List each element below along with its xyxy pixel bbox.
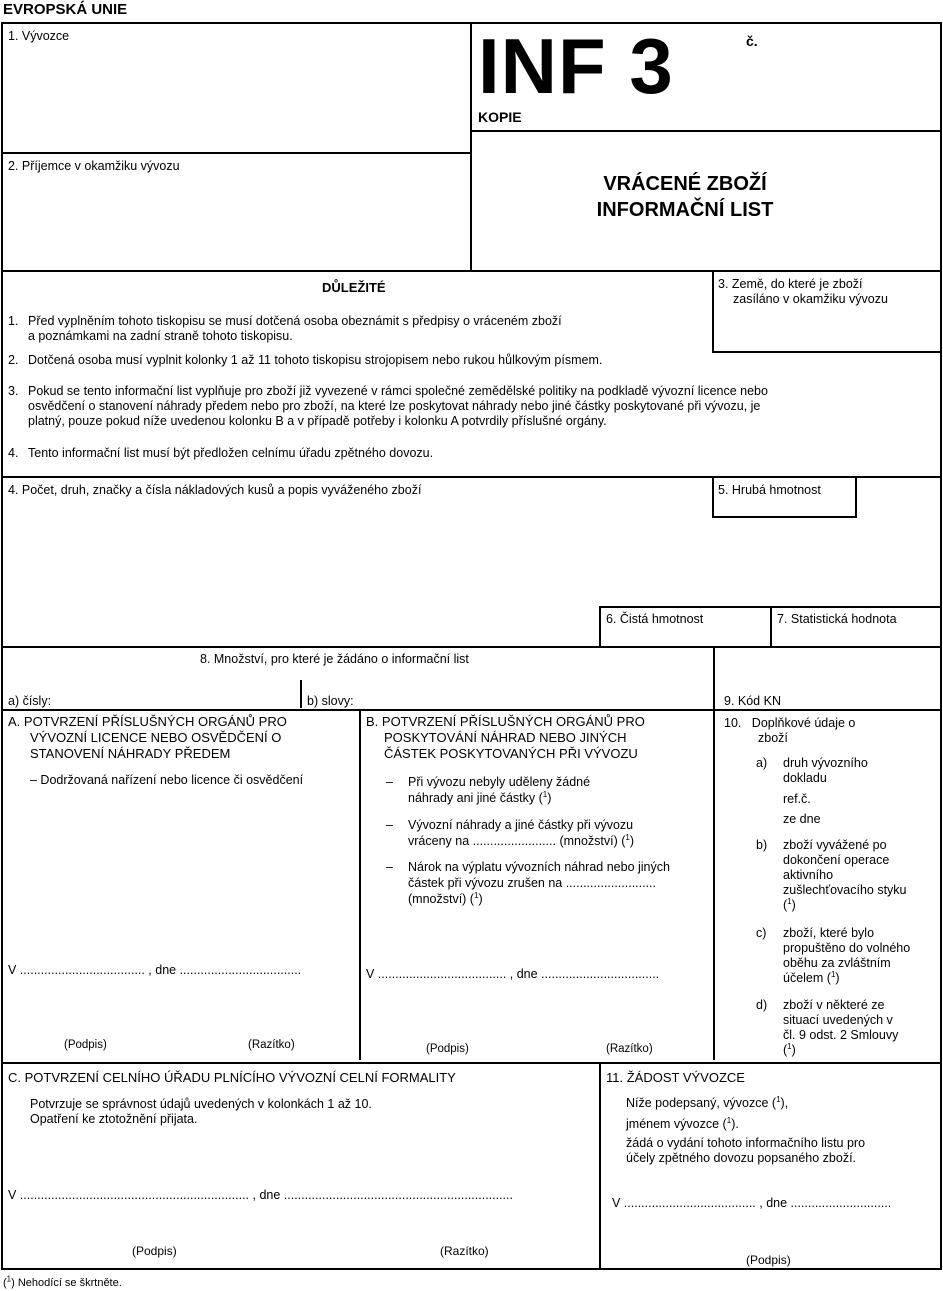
divider bbox=[1, 152, 471, 154]
section-10-a-line-1: druh vývozního bbox=[783, 756, 868, 770]
exporter-field[interactable] bbox=[4, 48, 466, 148]
section-10-a-line-2: dokladu bbox=[783, 771, 827, 785]
section-a-signature: (Podpis) bbox=[64, 1039, 107, 1051]
dash: – bbox=[386, 818, 393, 832]
section-c-line-1: Potvrzuje se správnost údajů uvedených v kolonkách 1 až 10. bbox=[30, 1097, 372, 1111]
section-10-d-label: d) bbox=[756, 998, 768, 1012]
number-label: č. bbox=[746, 33, 758, 49]
form-code: INF 3 bbox=[478, 22, 674, 110]
on-behalf-field[interactable] bbox=[760, 1113, 934, 1131]
section-b-place-date[interactable]: V ..................................... , dne .................................. bbox=[366, 967, 660, 981]
important-item-2: Dotčená osoba musí vyplnit kolonky 1 až 11 tohoto tiskopisu strojopisem nebo rukou hůlkovým písmem. bbox=[28, 353, 603, 367]
section-10-c-line-3: oběhu za zvláštním bbox=[783, 956, 891, 970]
cn-code-field[interactable] bbox=[800, 690, 938, 708]
section-11-line-3: žádá o vydání tohoto informačního listu pro bbox=[626, 1136, 866, 1150]
field-1-label: 1. Vývozce bbox=[8, 29, 70, 43]
section-10-b-line-2: dokončení operace bbox=[783, 853, 890, 867]
section-10-b-line-3: aktivního bbox=[783, 868, 834, 882]
section-b-item-3-line-2: částek při vývozu zrušen na .......................... bbox=[408, 876, 657, 890]
important-item-1-number: 1. bbox=[8, 314, 19, 328]
section-a-heading-2: VÝVOZNÍ LICENCE NEBO OSVĚDČENÍ O bbox=[30, 730, 282, 745]
dash: – bbox=[386, 775, 393, 789]
field-7-label: 7. Statistická hodnota bbox=[777, 612, 897, 626]
important-item-3-line-2: osvědčení o stanovení náhrady předem nebo pro zboží, na které lze poskytovat náhrady nebo jiné částky poskytované při vývozu, je bbox=[28, 399, 761, 413]
divider bbox=[599, 1062, 601, 1270]
section-a-heading-3: STANOVENÍ NÁHRADY PŘEDEM bbox=[30, 746, 231, 761]
section-10-d-line-3: čl. 9 odst. 2 Smlouvy bbox=[783, 1028, 899, 1042]
quantity-figures-field[interactable] bbox=[64, 690, 296, 708]
section-10-d-footnote: ($^1$) bbox=[783, 1041, 796, 1057]
important-heading: DŮLEŽITÉ bbox=[322, 280, 386, 295]
section-10-c-line-4: účelem ($^1$) bbox=[783, 969, 840, 985]
section-10-heading-2: zboží bbox=[758, 731, 788, 745]
title-line-2: INFORMAČNÍ LIST bbox=[596, 199, 774, 221]
divider bbox=[359, 709, 361, 1060]
section-10-c-line-2: propuštěno do volného bbox=[783, 941, 911, 955]
section-c-place-date[interactable]: V .................................................................. , dne .................................................................. bbox=[8, 1188, 513, 1202]
section-11-place-date[interactable]: V ...................................... , dne ............................. bbox=[612, 1196, 892, 1210]
section-b-item-3-line-3: (množství) ($^1$) bbox=[408, 890, 483, 906]
section-b-signature: (Podpis) bbox=[426, 1043, 469, 1055]
section-10-a-ref: ref.č. bbox=[783, 792, 811, 806]
section-10-d-line-1: zboží v některé ze bbox=[783, 998, 885, 1012]
divider bbox=[1, 709, 942, 711]
divider bbox=[1, 646, 942, 648]
section-b-heading-3: ČÁSTEK POSKYTOVANÝCH PŘI VÝVOZU bbox=[384, 746, 638, 761]
section-11-line-2: jménem vývozce ($^1$). bbox=[626, 1115, 739, 1131]
field-2-label: 2. Příjemce v okamžiku vývozu bbox=[8, 159, 180, 173]
important-item-3-line-3: platný, pouze pokud níže uvedenou kolonku B a v případě potřeby i kolonku A potvrdily příslušné orgány. bbox=[28, 414, 607, 428]
divider bbox=[300, 680, 302, 708]
field-3-label-1: 3. Země, do které je zboží bbox=[718, 277, 863, 291]
section-10-b-line-4: zušlechťovacího styku bbox=[783, 883, 907, 897]
section-a-place-date[interactable]: V .................................... , dne ................................... bbox=[8, 963, 302, 977]
section-b-item-3-line-1: Nárok na výplatu vývozních náhrad nebo jiných bbox=[408, 860, 670, 874]
section-10-b-line-1: zboží vyvážené po bbox=[783, 838, 887, 852]
section-b-item-1-line-2: náhrady ani jiné částky ($^1$) bbox=[408, 789, 552, 805]
quantity-words-field[interactable] bbox=[362, 690, 708, 708]
gross-weight-field[interactable] bbox=[716, 499, 852, 515]
section-11-line-4: účely zpětného dovozu popsaného zboží. bbox=[626, 1151, 857, 1165]
important-item-3-line-1: Pokud se tento informační list vyplňuje pro zboží již vyvezené v rámci společné zemědělské politiky na podkladě vývozní licence nebo bbox=[28, 384, 768, 398]
section-10-heading-1: 10. Doplňkové údaje o bbox=[724, 716, 856, 730]
important-item-1-line-1: Před vyplněním tohoto tiskopisu se musí dotčená osoba obeznámit s předpisy o vráceném zboží bbox=[28, 314, 562, 328]
dash: – bbox=[386, 860, 393, 874]
section-b-item-2-line-2: vráceny na ........................ (množství) ($^1$) bbox=[408, 832, 635, 848]
regulations-field[interactable] bbox=[30, 792, 350, 942]
important-item-4-number: 4. bbox=[8, 446, 19, 460]
consignee-field[interactable] bbox=[4, 178, 466, 266]
section-10-b-footnote: ($^1$) bbox=[783, 896, 796, 912]
field-5-label: 5. Hrubá hmotnost bbox=[718, 483, 821, 497]
field-9-label: 9. Kód KN bbox=[724, 694, 781, 708]
important-item-3-number: 3. bbox=[8, 384, 19, 398]
copy-label: KOPIE bbox=[478, 109, 522, 125]
section-c-signature: (Podpis) bbox=[132, 1244, 177, 1258]
goods-description-field[interactable] bbox=[4, 502, 704, 602]
section-b-heading-1: B. POTVRZENÍ PŘÍSLUŠNÝCH ORGÁNŮ PRO bbox=[366, 714, 645, 729]
field-8-label: 8. Množství, pro které je žádáno o informační list bbox=[200, 652, 469, 666]
section-11-heading: 11. ŽÁDOST VÝVOZCE bbox=[606, 1070, 745, 1085]
divider bbox=[1, 1062, 942, 1064]
field-8a-label: a) čísly: bbox=[8, 694, 52, 708]
section-b-stamp: (Razítko) bbox=[606, 1043, 653, 1055]
important-item-2-number: 2. bbox=[8, 353, 19, 367]
section-10-a-label: a) bbox=[756, 756, 768, 770]
divider bbox=[599, 606, 601, 648]
section-a-stamp: (Razítko) bbox=[248, 1039, 295, 1051]
field-8b-label: b) slovy: bbox=[307, 694, 354, 708]
section-b-heading-2: POSKYTOVÁNÍ NÁHRAD NEBO JINÝCH bbox=[384, 730, 627, 745]
section-10-c-label: c) bbox=[756, 926, 767, 940]
field-6-label: 6. Čistá hmotnost bbox=[606, 612, 704, 626]
section-10-a-date: ze dne bbox=[783, 812, 821, 826]
section-10-c-line-1: zboží, které bylo bbox=[783, 926, 875, 940]
section-10-b-label: b) bbox=[756, 838, 768, 852]
footnote: ($^1$) Nehodící se škrtněte. bbox=[3, 1274, 122, 1289]
form-number-field[interactable] bbox=[770, 30, 936, 60]
important-item-4: Tento informační list musí být předložen celnímu úřadu zpětného dovozu. bbox=[28, 446, 434, 460]
statistical-value-field[interactable] bbox=[774, 628, 938, 644]
section-b-item-2-line-1: Vývozní náhrady a jiné částky při vývozu bbox=[408, 818, 634, 832]
section-c-stamp: (Razítko) bbox=[440, 1244, 489, 1258]
divider bbox=[470, 22, 472, 272]
section-c-heading: C. POTVRZENÍ CELNÍHO ÚŘADU PLNÍCÍHO VÝVOZNÍ CELNÍ FORMALITY bbox=[8, 1070, 456, 1085]
field-3-label-2: zasíláno v okamžiku vývozu bbox=[733, 292, 888, 306]
net-weight-field[interactable] bbox=[603, 628, 767, 644]
exporter-name-field[interactable] bbox=[814, 1092, 934, 1110]
field-4-label: 4. Počet, druh, značky a čísla nákladových kusů a popis vyváženého zboží bbox=[8, 483, 422, 497]
section-11-line-1: Níže podepsaný, vývozce ($^1$), bbox=[626, 1094, 789, 1110]
union-heading: EVROPSKÁ UNIE bbox=[3, 1, 128, 18]
section-c-line-2: Opatření ke ztotožnění přijata. bbox=[30, 1112, 198, 1126]
section-10-d-line-2: situací uvedených v bbox=[783, 1013, 893, 1027]
section-a-heading-1: A. POTVRZENÍ PŘÍSLUŠNÝCH ORGÁNŮ PRO bbox=[8, 714, 287, 729]
title-line-1: VRÁCENÉ ZBOŽÍ bbox=[603, 173, 767, 195]
divider bbox=[470, 130, 942, 132]
divider bbox=[770, 606, 772, 648]
section-b-item-1-line-1: Při vývozu nebyly uděleny žádné bbox=[408, 775, 591, 789]
destination-country-field[interactable] bbox=[716, 310, 938, 348]
section-11-signature: (Podpis) bbox=[746, 1253, 791, 1267]
section-a-item: – Dodržovaná nařízení nebo licence či osvědčení bbox=[30, 773, 304, 787]
important-item-1-line-2: a poznámkami na zadní straně tohoto tiskopisu. bbox=[28, 329, 293, 343]
